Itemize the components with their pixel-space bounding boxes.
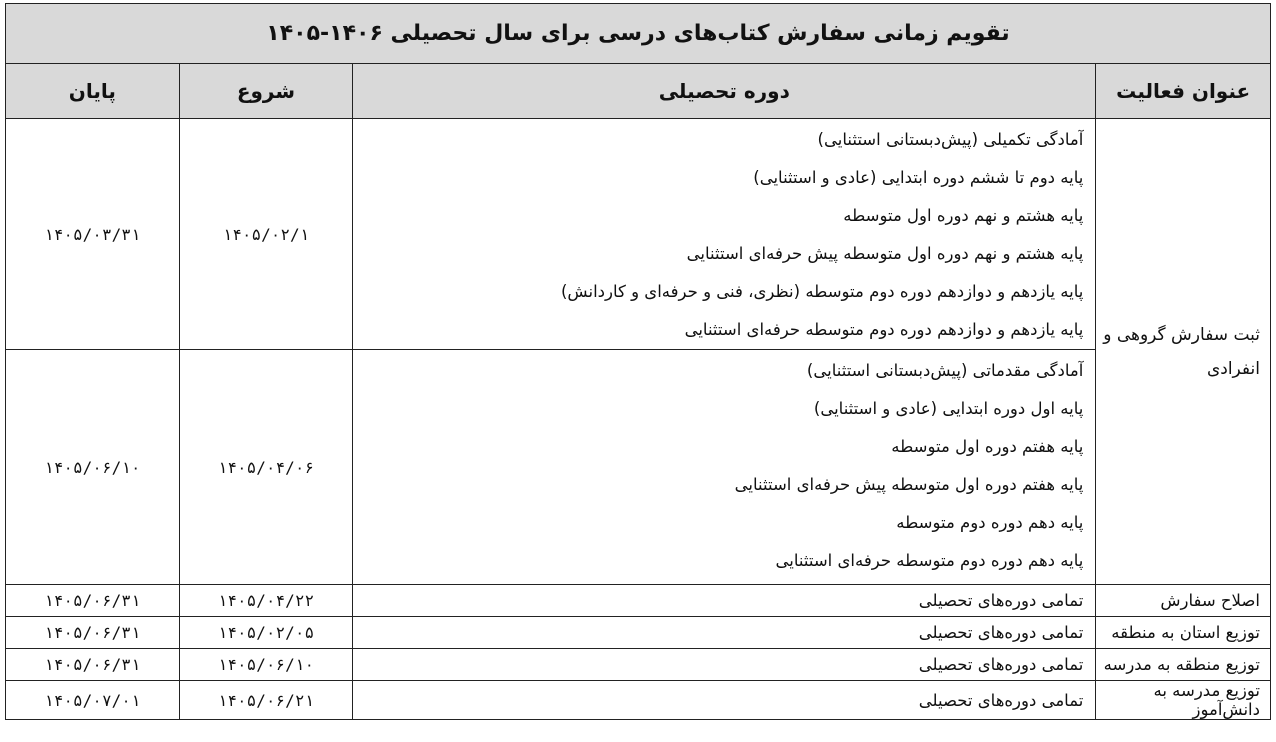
start-date: ۱۴۰۵/۰۴/۰۶	[179, 350, 353, 585]
end-date: ۱۴۰۵/۰۷/۰۱	[6, 681, 180, 720]
activity-cell: توزیع منطقه به مدرسه	[1096, 649, 1271, 681]
table-row	[6, 681, 1271, 720]
course-item: پایه دوم تا ششم دوره ابتدایی (عادی و استثنایی)	[753, 168, 1084, 187]
table-row	[6, 119, 1271, 350]
course-item: آمادگی مقدماتی (پیش‌دبستانی استثنایی)	[806, 361, 1084, 380]
end-date: ۱۴۰۵/۰۶/۳۱	[6, 617, 180, 649]
activity-cell: توزیع مدرسه به دانش‌آموز	[1096, 681, 1271, 720]
course-item: پایه اول دوره ابتدایی (عادی و استثنایی)	[813, 399, 1084, 418]
course-item: پایه یازدهم و دوازدهم دوره دوم متوسطه حرفه‌ای استثنایی	[684, 320, 1084, 339]
end-date: ۱۴۰۵/۰۳/۳۱	[6, 119, 180, 350]
course-item: پایه هشتم و نهم دوره اول متوسطه	[843, 206, 1084, 225]
activity-group-order: ثبت سفارش گروهی و انفرادی	[1096, 119, 1271, 585]
course-cell: تمامی دوره‌های تحصیلی	[353, 617, 1096, 649]
table-title: تقویم زمانی سفارش کتاب‌های درسی برای سال تحصیلی ۱۴۰۶-۱۴۰۵	[6, 4, 1271, 64]
header-start: شروع	[179, 64, 353, 119]
course-cell: تمامی دوره‌های تحصیلی	[353, 649, 1096, 681]
header-activity: عنوان فعالیت	[1096, 64, 1271, 119]
end-date: ۱۴۰۵/۰۶/۳۱	[6, 585, 180, 617]
end-date: ۱۴۰۵/۰۶/۳۱	[6, 649, 180, 681]
course-item: پایه یازدهم و دوازدهم دوره دوم متوسطه (نظری، فنی و حرفه‌ای و کاردانش)	[561, 282, 1084, 301]
end-date: ۱۴۰۵/۰۶/۱۰	[6, 350, 180, 585]
course-cell: تمامی دوره‌های تحصیلی	[353, 681, 1096, 720]
course-item: پایه هفتم دوره اول متوسطه	[891, 437, 1084, 456]
table-row	[6, 649, 1271, 681]
start-date: ۱۴۰۵/۰۴/۲۲	[179, 585, 353, 617]
course-item: پایه هشتم و نهم دوره اول متوسطه پیش حرفه‌ای استثنایی	[686, 244, 1084, 263]
calendar-sheet	[5, 3, 1271, 720]
activity-cell: توزیع استان به منطقه	[1096, 617, 1271, 649]
course-cell: تمامی دوره‌های تحصیلی	[353, 585, 1096, 617]
course-list	[353, 350, 1096, 585]
header-course: دوره تحصیلی	[353, 64, 1096, 119]
start-date: ۱۴۰۵/۰۶/۲۱	[179, 681, 353, 720]
table-row	[6, 617, 1271, 649]
course-item: پایه دهم دوره دوم متوسطه	[896, 513, 1084, 532]
course-item: پایه هفتم دوره اول متوسطه پیش حرفه‌ای استثنایی	[734, 475, 1084, 494]
start-date: ۱۴۰۵/۰۲/۰۵	[179, 617, 353, 649]
start-date: ۱۴۰۵/۰۲/۱	[179, 119, 353, 350]
course-item: پایه دهم دوره دوم متوسطه حرفه‌ای استثنایی	[775, 551, 1084, 570]
activity-cell: اصلاح سفارش	[1096, 585, 1271, 617]
start-date: ۱۴۰۵/۰۶/۱۰	[179, 649, 353, 681]
course-list	[353, 119, 1096, 350]
course-item: آمادگی تکمیلی (پیش‌دبستانی استثنایی)	[817, 130, 1084, 149]
calendar-table	[5, 3, 1271, 720]
table-row	[6, 350, 1271, 585]
table-row	[6, 585, 1271, 617]
header-end: پایان	[6, 64, 180, 119]
